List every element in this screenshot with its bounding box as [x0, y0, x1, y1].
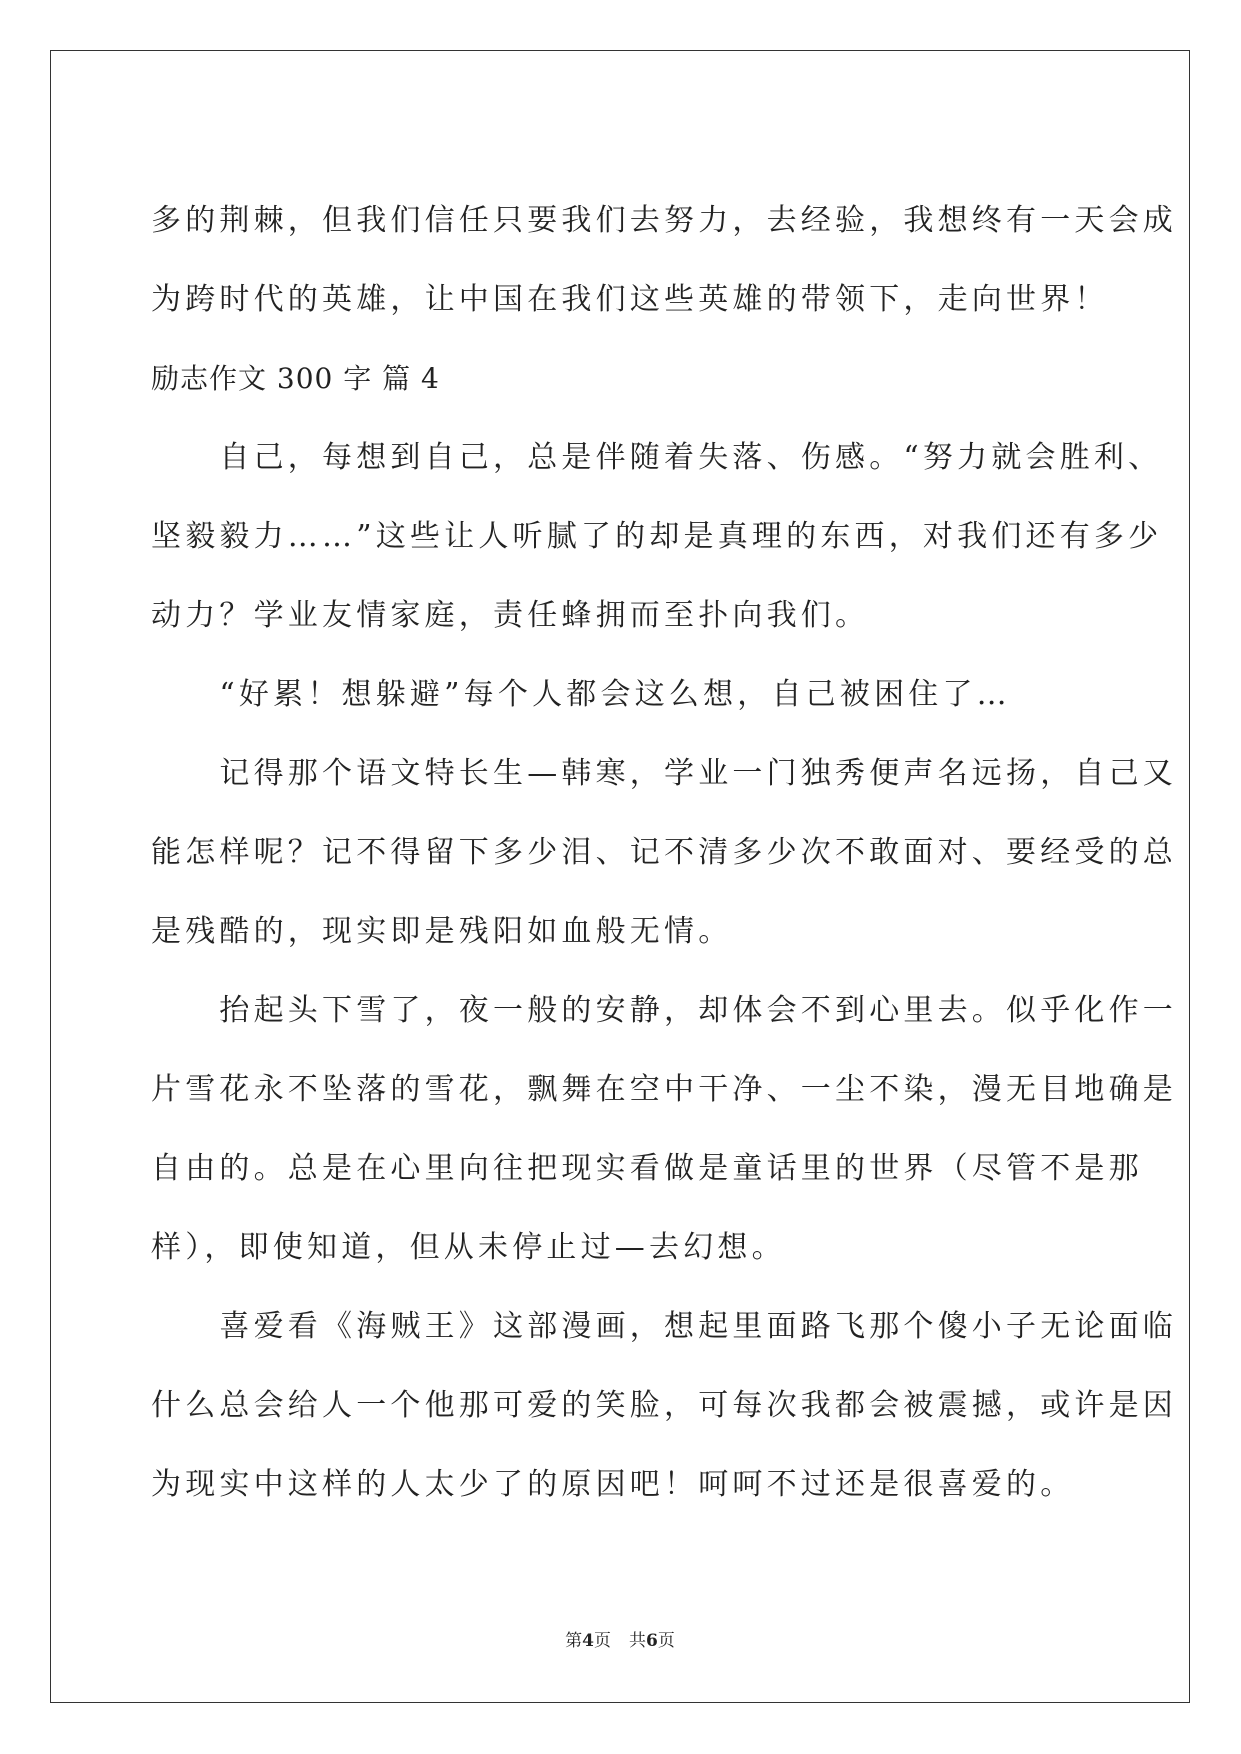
text-line: 为跨时代的英雄，让中国在我们这些英雄的带领下，走向世界！ — [151, 282, 1109, 317]
total-suffix: 页 — [657, 1631, 675, 1651]
text-line: 样），即使知道，但从未停止过—去幻想。 — [151, 1230, 786, 1265]
text-line: 为现实中这样的人太少了的原因吧！呵呵不过还是很喜爱的。 — [151, 1467, 1075, 1502]
total-prefix: 共 — [629, 1631, 646, 1651]
text-line: 坚毅毅力……”这些让人听腻了的却是真理的东西，对我们还有多少 — [151, 519, 1163, 554]
total-page-number: 6 — [646, 1631, 658, 1651]
section-heading: 励志作文 300 字 篇 4 — [151, 362, 440, 395]
text-line: “好累！想躲避”每个人都会这么想，自己被困住了… — [151, 677, 1011, 712]
page-footer — [51, 1626, 1189, 1651]
current-page-number: 4 — [582, 1631, 594, 1651]
text-line: 多的荆棘，但我们信任只要我们去努力，去经验，我想终有一天会成 — [151, 203, 1177, 238]
text-line: 记得那个语文特长生—韩寒，学业一门独秀便声名远扬，自己又 — [151, 756, 1177, 791]
text-line: 是残酷的，现实即是残阳如血般无情。 — [151, 914, 733, 949]
text-line: 动力？学业友情家庭，责任蜂拥而至扑向我们。 — [151, 598, 870, 633]
text-line: 喜爱看《海贼王》这部漫画，想起里面路飞那个傻小子无论面临 — [151, 1309, 1177, 1344]
text-line: 自由的。总是在心里向往把现实看做是童话里的世界（尽管不是那 — [151, 1151, 1143, 1186]
text-line: 片雪花永不坠落的雪花，飘舞在空中干净、一尘不染，漫无目地确是 — [151, 1072, 1177, 1107]
page-frame — [50, 50, 1190, 1703]
text-line: 什么总会给人一个他那可爱的笑脸，可每次我都会被震撼，或许是因 — [151, 1388, 1177, 1423]
page-prefix: 第 — [565, 1631, 583, 1651]
text-line: 能怎样呢？记不得留下多少泪、记不清多少次不敢面对、要经受的总 — [151, 835, 1177, 870]
text-line: 抬起头下雪了，夜一般的安静，却体会不到心里去。似乎化作一 — [151, 993, 1177, 1028]
text-line: 自己，每想到自己，总是伴随着失落、伤感。“努力就会胜利、 — [151, 440, 1163, 475]
page-suffix: 页 — [594, 1631, 611, 1651]
